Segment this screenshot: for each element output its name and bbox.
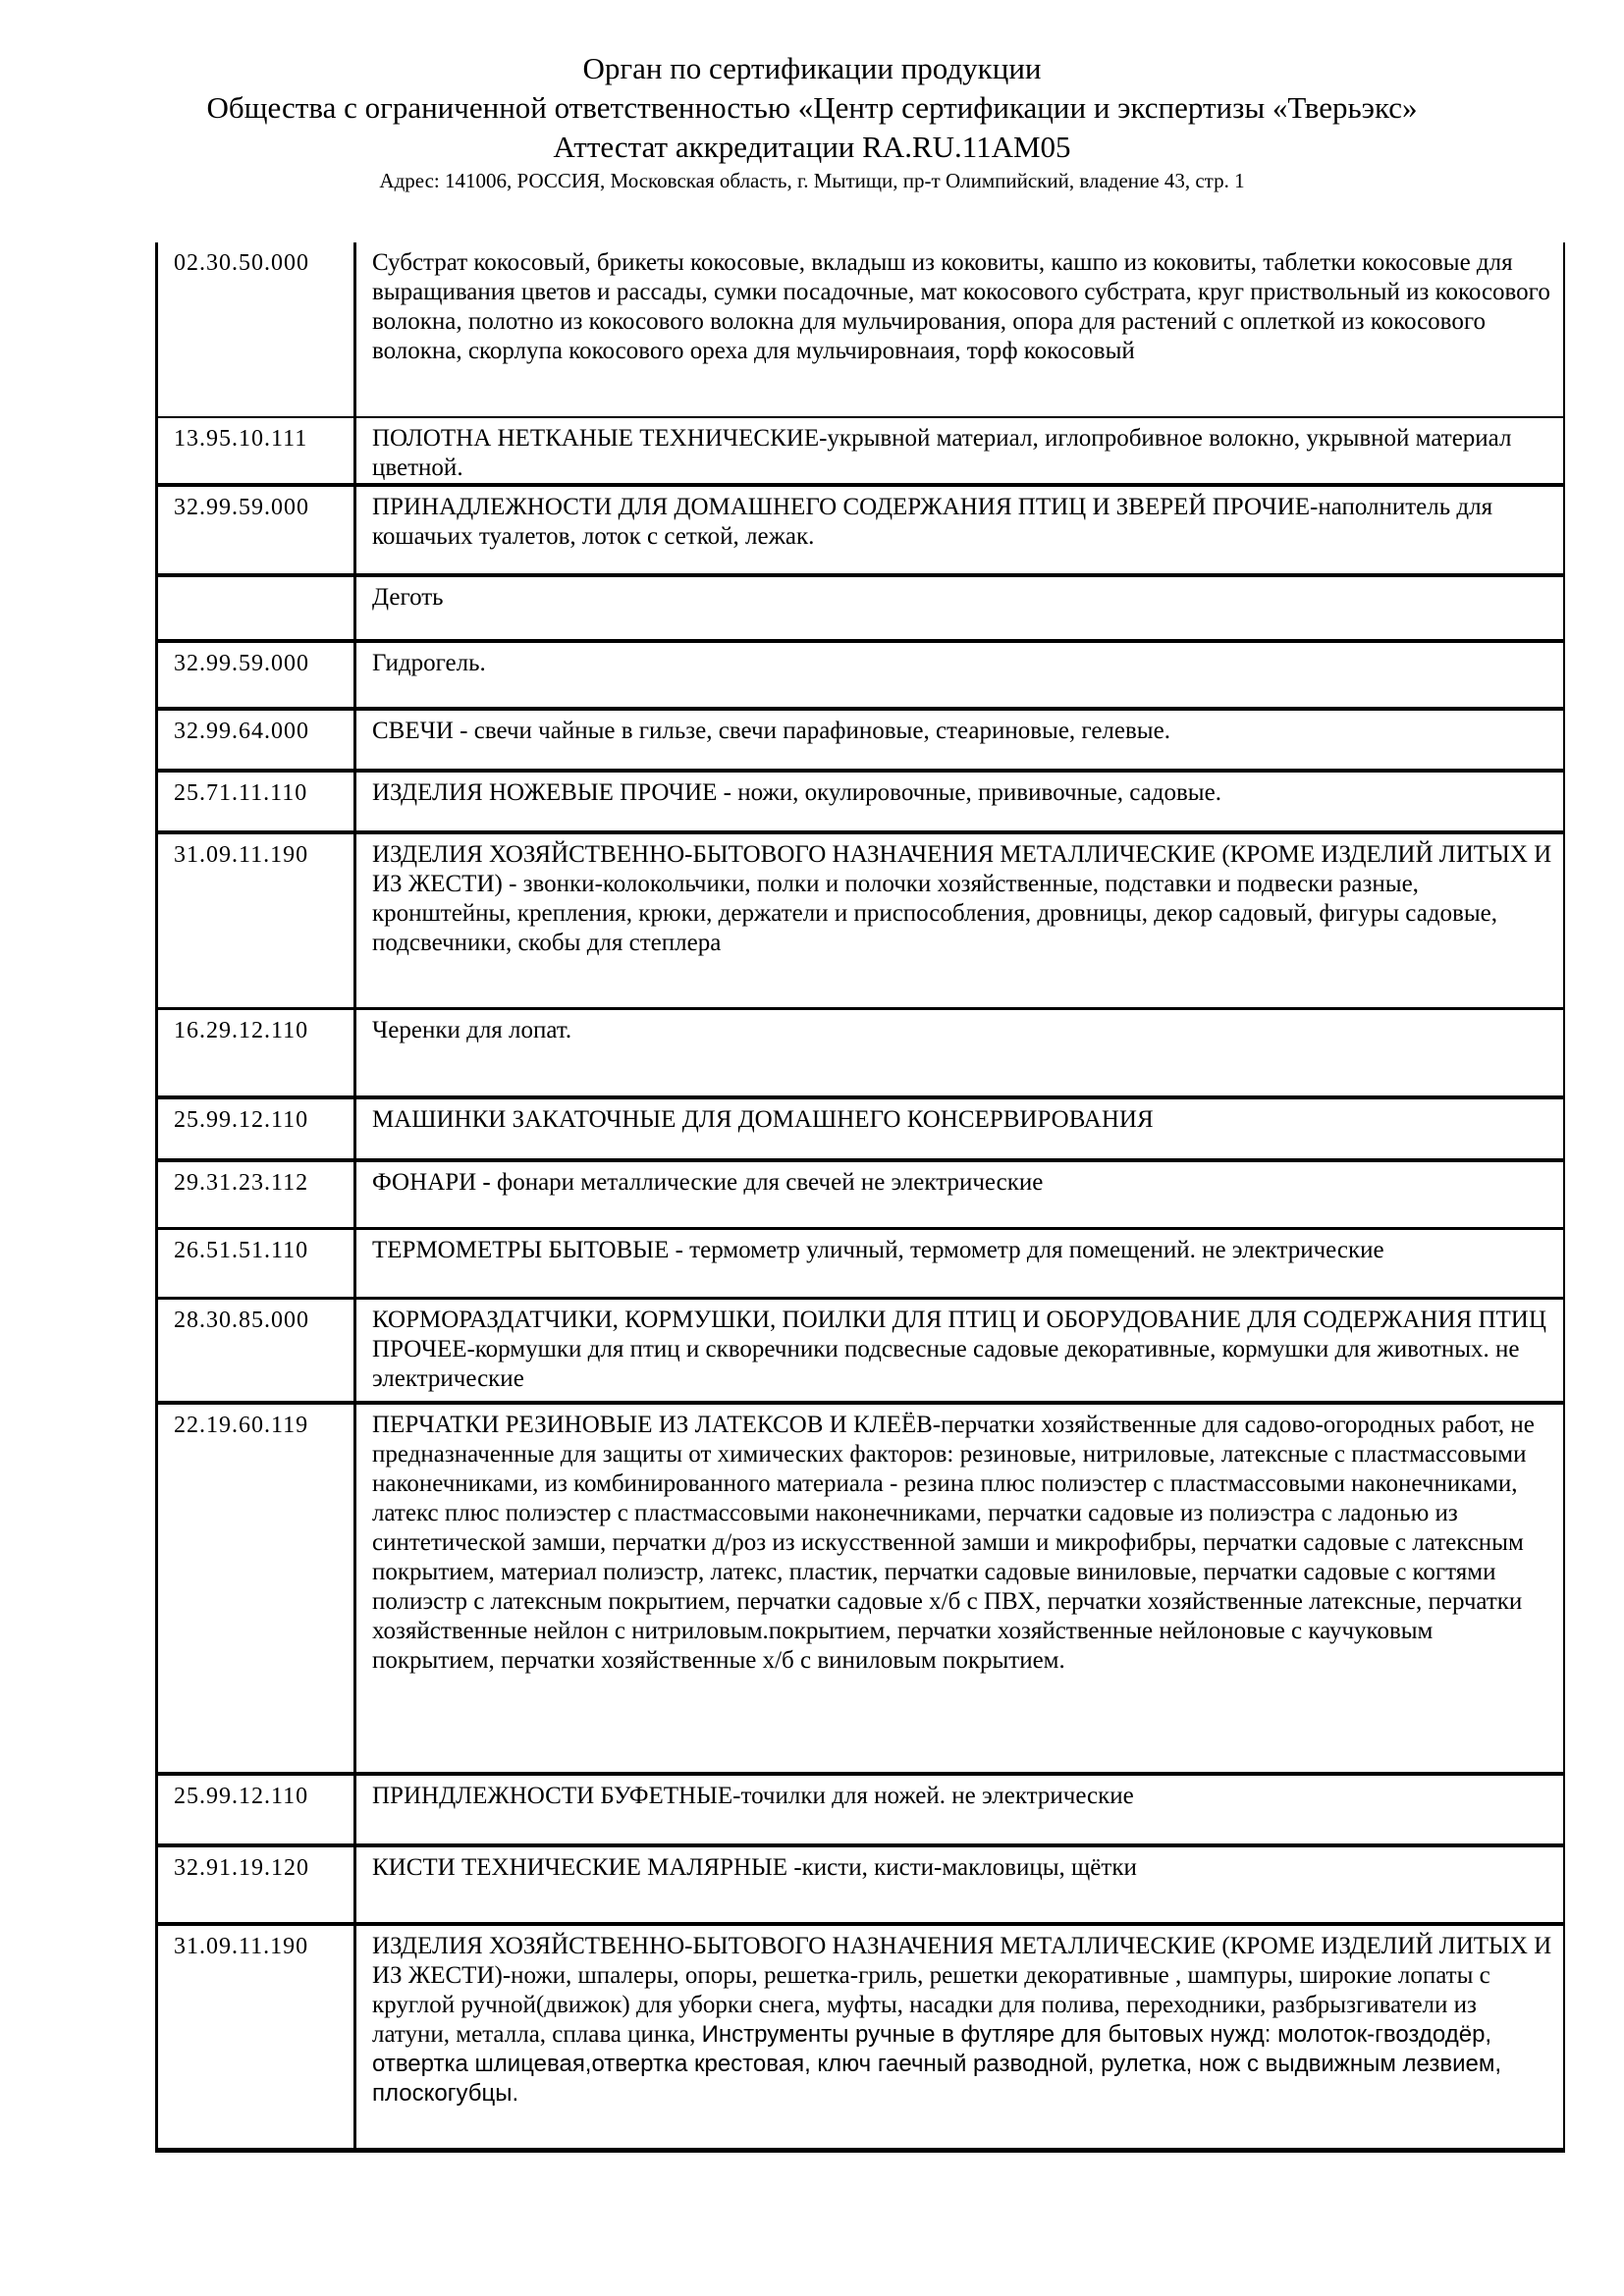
description-cell: ФОНАРИ - фонари металлические для свечей не электрические: [353, 1162, 1563, 1227]
address-line: Адрес: 141006, РОССИЯ, Московская область, г. Мытищи, пр-т Олимпийский, владение 43, стр. 1: [379, 169, 1245, 192]
code-cell: 22.19.60.119: [174, 1413, 309, 1438]
code-cell: [158, 577, 353, 639]
table-row: [158, 1007, 1563, 1095]
code-cell: 32.99.64.000: [174, 719, 309, 744]
code-cell: 32.91.19.120: [174, 1855, 309, 1881]
code-cell: 26.51.51.110: [174, 1238, 309, 1263]
table-row: [158, 242, 1563, 416]
description-cell: ИЗДЕЛИЯ НОЖЕВЫЕ ПРОЧИЕ - ножи, окулировочные, прививочные, садовые.: [353, 773, 1563, 830]
table-row: [158, 1297, 1563, 1401]
code-cell: 32.99.59.000: [174, 651, 309, 676]
description-cell: ТЕРМОМЕТРЫ БЫТОВЫЕ - термометр уличный, термометр для помещений. не электрические: [353, 1230, 1563, 1297]
description-cell: ИЗДЕЛИЯ ХОЗЯЙСТВЕННО-БЫТОВОГО НАЗНАЧЕНИЯ МЕТАЛЛИЧЕСКИЕ (КРОМЕ ИЗДЕЛИЙ ЛИТЫХ И ИЗ ЖЕСТИ) - звонки-колокольчики, полки и полочки хозяйственные, подставки и подвески разные, кронштейны, крепления, крюки, держатели и приспособления, дровницы, декор садовый, фигуры садовые, подсвечники, скобы для степлера: [353, 834, 1563, 1007]
code-cell: 25.71.11.110: [174, 780, 308, 806]
description-cell: [353, 1926, 1563, 2148]
title-line-2: Общества с ограниченной ответственностью «Центр сертификации и экспертизы «Тверьэкс»: [206, 90, 1418, 125]
code-cell: 25.99.12.110: [174, 1107, 309, 1133]
table-row: [158, 1227, 1563, 1297]
description-cell: КОРМОРАЗДАТЧИКИ, КОРМУШКИ, ПОИЛКИ ДЛЯ ПТИЦ И ОБОРУДОВАНИЕ ДЛЯ СОДЕРЖАНИЯ ПТИЦ ПРОЧЕЕ-кормушки для птиц и скворечники подсвесные садовые декоративные, кормушки для животных. не электрические: [353, 1300, 1563, 1401]
table-row: [158, 830, 1563, 1007]
title-line-1: Орган по сертификации продукции: [582, 51, 1042, 85]
description-cell: СВЕЧИ - свечи чайные в гильзе, свечи парафиновые, стеариновые, гелевые.: [353, 711, 1563, 769]
description-cell: ПРИНДЛЕЖНОСТИ БУФЕТНЫЕ-точилки для ножей. не электрические: [353, 1776, 1563, 1843]
table-row: [158, 416, 1563, 483]
table-row: [158, 573, 1563, 639]
table-row: [158, 1772, 1563, 1843]
description-cell: Деготь: [353, 577, 1563, 639]
table-row: [158, 769, 1563, 830]
description-serif-span: ИЗДЕЛИЯ ХОЗЯЙСТВЕННО-БЫТОВОГО НАЗНАЧЕНИЯ МЕТАЛЛИЧЕСКИЕ (КРОМЕ ИЗДЕЛИЙ ЛИТЫХ И ИЗ ЖЕСТИ)-ножи, шпалеры, опоры, решетка-гриль, решетки декоративные , шампуры, широкие лопаты с круглой ручной(движок) для уборки снега, муфты, насадки для полива, переходники, разбрызгиватели из латуни, металла, сплава цинка,: [372, 1933, 1552, 2048]
code-cell: 31.09.11.190: [174, 1934, 309, 1959]
code-cell: 31.09.11.190: [174, 842, 309, 868]
description-cell: ПРИНАДЛЕЖНОСТИ ДЛЯ ДОМАШНЕГО СОДЕРЖАНИЯ ПТИЦ И ЗВЕРЕЙ ПРОЧИЕ-наполнитель для кошачьих туалетов, лоток с сеткой, лежак.: [353, 487, 1563, 573]
description-cell: Гидрогель.: [353, 643, 1563, 707]
table-row: [158, 1158, 1563, 1227]
description-cell: ПЕРЧАТКИ РЕЗИНОВЫЕ ИЗ ЛАТЕКСОВ И КЛЕЁВ-перчатки хозяйственные для садово-огородных работ, не предназначенные для защиты от химических факторов: резиновые, нитриловые, латексные с пластмассовыми наконечниками, из комбинированного материала - резина плюс полиэстер с пластмассовыми наконечниками, латекс плюс полиэстер с пластмассовыми наконечниками, перчатки садовые из полиэстра с ладонью из синтетической замши, перчатки д/роз из искусственной замши и микрофибры, перчатки садовые с латексным покрытием, материал полиэстр, латекс, пластик, перчатки садовые виниловые, перчатки садовые с когтями полиэстр с латексным покрытием, перчатки садовые х/б с ПВХ, перчатки хозяйственные латексные, перчатки хозяйственные нейлон с нитриловым.покрытием, перчатки хозяйственные нейлоновые с каучуковым покрытием, перчатки хозяйственные х/б с виниловым покрытием.: [353, 1405, 1563, 1772]
code-cell: 28.30.85.000: [174, 1308, 309, 1333]
code-cell: 29.31.23.112: [174, 1170, 309, 1196]
table-row: [158, 1843, 1563, 1922]
table-row: [158, 1401, 1563, 1772]
description-cell: Черенки для лопат.: [353, 1010, 1563, 1095]
title-line-3: Аттестат аккредитации RA.RU.11АМ05: [553, 130, 1071, 164]
code-cell: 32.99.59.000: [174, 495, 309, 520]
table-row: [158, 1922, 1563, 2148]
description-cell: Субстрат кокосовый, брикеты кокосовые, вкладыш из коковиты, кашпо из коковиты, таблетки кокосовые для выращивания цветов и рассады, сумки посадочные, мат кокосового субстрата, круг приствольный из кокосового волокна, полотно из кокосового волокна для мульчирования, опора для растений с оплеткой из кокосового волокна, скорлупа кокосового ореха для мульчировнаия, торф кокосовый: [353, 242, 1563, 416]
description-cell: МАШИНКИ ЗАКАТОЧНЫЕ ДЛЯ ДОМАШНЕГО КОНСЕРВИРОВАНИЯ: [353, 1099, 1563, 1158]
products-table: [155, 242, 1565, 2153]
code-cell: 16.29.12.110: [174, 1018, 309, 1043]
table-row: [158, 707, 1563, 769]
code-cell: 02.30.50.000: [174, 250, 309, 276]
table-row: [158, 483, 1563, 573]
description-cell: ПОЛОТНА НЕТКАНЫЕ ТЕХНИЧЕСКИЕ-укрывной материал, иглопробивное волокно, укрывной материал цветной.: [353, 418, 1563, 483]
description-cell: КИСТИ ТЕХНИЧЕСКИЕ МАЛЯРНЫЕ -кисти, кисти-макловицы, щётки: [353, 1847, 1563, 1922]
description-sans-span: Инструменты ручные в футляре для бытовых нужд: молоток-гвоздодёр, отвертка шлицевая,отвертка крестовая, ключ гаечный разводной, рулетка, нож с выдвижным лезвием, плоскогубцы.: [372, 2021, 1502, 2107]
table-row: [158, 639, 1563, 707]
doc-header: [0, 49, 1624, 194]
code-cell: 13.95.10.111: [174, 426, 308, 452]
code-cell: 25.99.12.110: [174, 1784, 309, 1809]
table-row: [158, 1095, 1563, 1158]
